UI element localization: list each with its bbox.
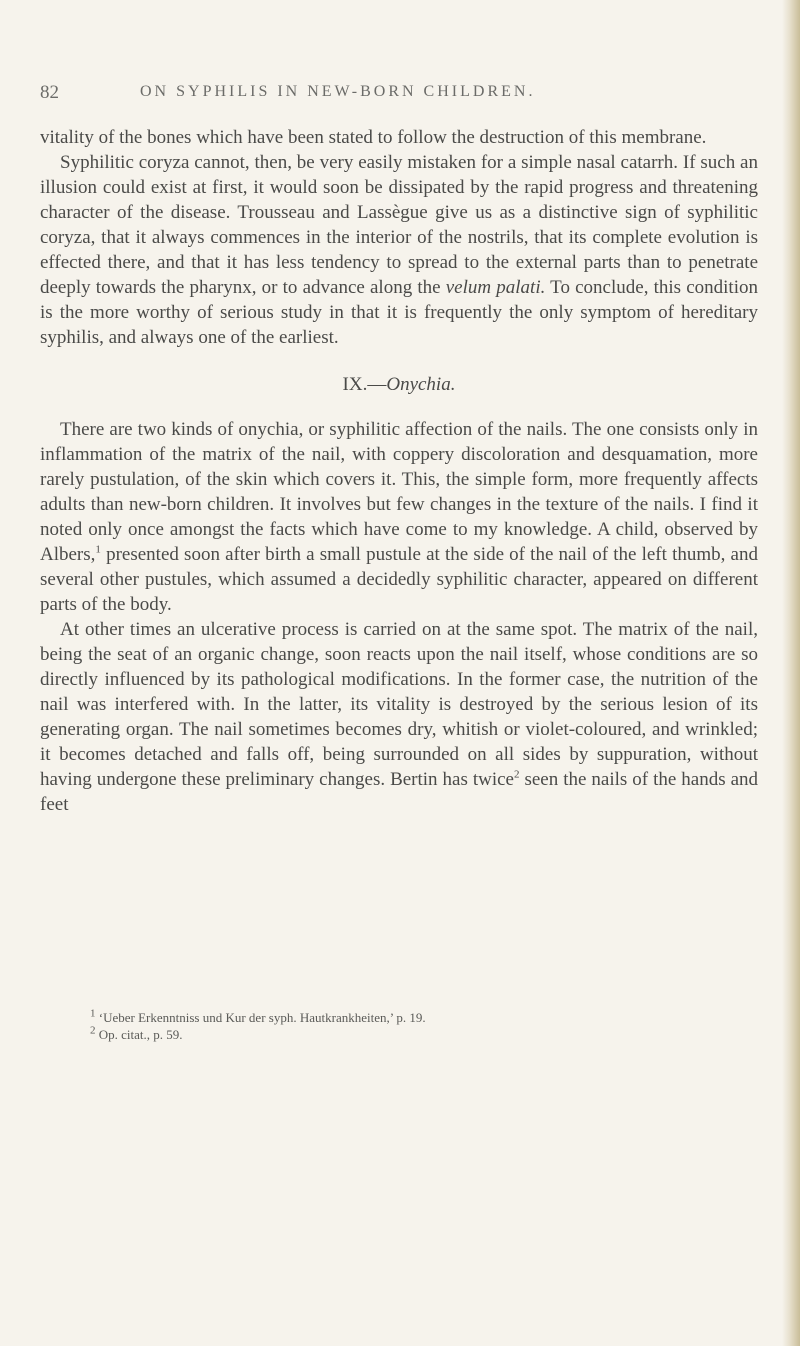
paragraph-text: At other times an ulcerative process is carried on at the same spot. The matrix of the nail, being the seat of an organic change, soon reacts upon the nail itself, whose conditions are so directly influenced by its pathological modifications. In the former case, the nutrition of the nail was interfered with. In the latter, its vitality is destroyed by the serious lesion of its generating organ. The nail sometimes becomes dry, whitish or violet-coloured, and wrinkled; it becomes detached and falls off, being surrounded on all sides by suppuration, without having undergone these preliminary changes. Bertin has twice (40, 619, 758, 790)
footnote-text: ‘Ueber Erkenntniss und Kur der syph. Hautkrankheiten,’ p. 19. (98, 1010, 426, 1025)
page-header (40, 82, 760, 112)
footnote-1 (90, 1009, 750, 1026)
footnote-ref-2[interactable]: 2 (514, 768, 520, 781)
section-title: Onychia. (386, 374, 456, 395)
paragraph-onychia-kinds (40, 417, 758, 617)
footnotes (90, 1009, 750, 1043)
italic-term: velum palati. (445, 277, 546, 298)
section-numeral: IX.— (342, 374, 387, 395)
footnote-mark: 2 (90, 1024, 96, 1037)
running-title: ON SYPHILIS IN NEW-BORN CHILDREN. (140, 83, 536, 100)
paragraph-ulcerative (40, 617, 758, 817)
paragraph-text: There are two kinds of onychia, or syphilitic affection of the nails. The one consists only in inflammation of the matrix of the nail, with coppery discoloration and desquamation, more rarely pustulation, of the skin which covers it. This, the simple form, more frequently affects adults than new-born children. It involves but few changes in the texture of the nails. I find it noted only once amongst the facts which have come to my knowledge. A child, observed by Albers, (40, 419, 758, 565)
section-heading (40, 372, 758, 397)
paragraph-text: presented soon after birth a small pustule at the side of the nail of the left thumb, and several other pustules, which assumed a decidedly syphilitic character, appeared on different parts of the body. (40, 544, 758, 615)
paragraph-text: To conclude, this condition is the more worthy of serious study in that it is frequently the only symptom of hereditary syphilis, and always one of the earliest. (40, 277, 758, 348)
paragraph-text: Syphilitic coryza cannot, then, be very easily mistaken for a simple nasal catarrh. If such an illusion could exist at first, it would soon be dissipated by the rapid progress and threatening character of the disease. Trousseau and Lassègue give us as a distinctive sign of syphilitic coryza, that it always commences in the interior of the nostrils, that its complete evolution is effected there, and that it has less tendency to spread to the external parts than to penetrate deeply towards the pharynx, or to advance along the (40, 152, 758, 298)
page-number: 82 (40, 82, 59, 103)
paragraph-coryza (40, 150, 758, 350)
footnote-mark: 1 (90, 1007, 96, 1020)
page-edge-shadow (782, 0, 800, 1346)
paragraph-text: seen the nails of the hands and feet (40, 769, 759, 815)
footnote-2 (90, 1026, 750, 1043)
footnote-text: Op. citat., p. 59. (98, 1027, 183, 1042)
body-text (40, 125, 758, 817)
paragraph-continued (40, 125, 758, 150)
footnote-ref-1[interactable]: 1 (95, 543, 101, 556)
paragraph-text: vitality of the bones which have been stated to follow the destruction of this membrane. (40, 127, 707, 148)
